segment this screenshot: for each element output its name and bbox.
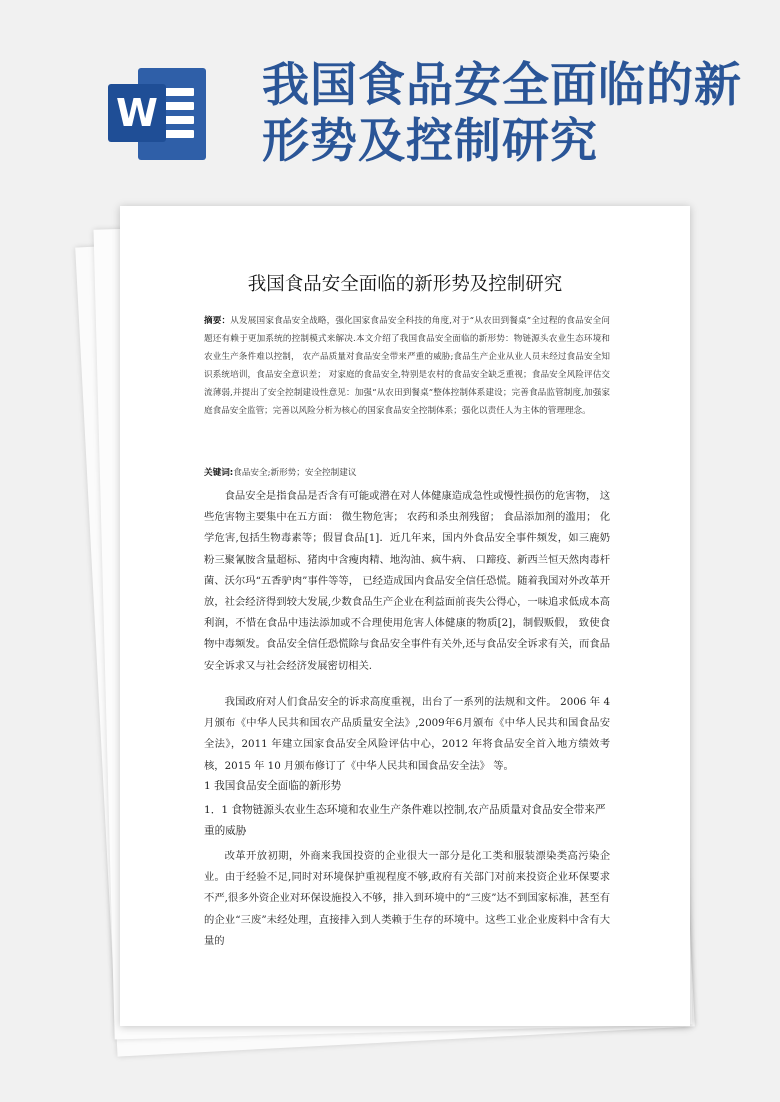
body-paragraph-3-block xyxy=(204,846,610,952)
keywords-block xyxy=(204,466,610,480)
abstract-label: 摘要： xyxy=(204,316,231,326)
section-heading-1: 1 我国食品安全面临的新形势 xyxy=(204,780,342,792)
document-title: 我国食品安全面临的新形势及控制研究 xyxy=(247,274,563,295)
banner-title: 我国食品安全面临的新形势及控制研究 xyxy=(262,58,742,169)
section-heading-1-1: 1．1 食物链源头农业生态环境和农业生产条件难以控制,农产品质量对食品安全带来严重的威胁 xyxy=(204,804,606,837)
word-document-icon xyxy=(108,66,206,162)
header-banner xyxy=(0,0,780,190)
body-paragraph-2-block xyxy=(204,692,610,777)
abstract-block xyxy=(204,312,610,420)
body-paragraph: 食品安全是指食品是否含有可能或潜在对人体健康造成急性或慢性损伤的危害物， 这些危害物主要集中在五方面： 微生物危害； 农药和杀虫剂残留； 食品添加剂的滥用； 化学危害,包括生物毒素等；假冒食品[1]．近几年来，国内外食品安全事件频发，如三鹿奶粉三聚氰胺含量超标、猪肉中含瘦肉精、地沟油、疯牛病、 口蹄疫、新西兰恒天然肉毒杆菌、沃尔玛“五香驴肉”事件等等， 已经造成国内食品安全信任恐慌。随着我国对外改革开放，社会经济得到较大发展,少数食品生产企业在利益面前丧失公得心，一味追求低成本高利润，不惜在食品中违法添加或不合理使用危害人体健康的物质[2]，制假贩假， 致使食物中毒频发。食品安全信任恐慌除与食品安全事件有关外,还与食品安全诉求有关，而食品安全诉求又与社会经济发展密切相关. xyxy=(204,490,610,672)
keywords-label: 关键词: xyxy=(204,468,234,478)
document-page xyxy=(120,206,690,1026)
abstract-text: 从发展国家食品安全战略，强化国家食品安全科技的角度,对于“从农田到餐桌”全过程的食品安全问题还有赖于更加系统的控制模式来解决.本文介绍了我国食品安全面临的新形势：物链源头农业生态环境和农业生产条件难以控制， 农产品质量对食品安全带来严重的威胁;食品生产企业从业人员未经过食品安全知识系统培训，食品安全意识差； 对家庭的食品安全,特别是农村的食品安全缺乏重视；食品安全风险评估交流薄弱,并提出了安全控制建设性意见：加强“从农田到餐桌”整体控制体系建设；完善食品监管制度,加强家庭食品安全监管；完善以风险分析为核心的国家食品安全控制体系；强化以责任人为主体的管理理念。 xyxy=(204,316,610,416)
word-icon-badge: W xyxy=(108,84,166,142)
body-paragraph: 我国政府对人们食品安全的诉求高度重视，出台了一系列的法规和文件。 2006 年 4 月颁布《中华人民共和国农产品质量安全法》,2009年6月颁布《中华人民共和国食品安全法》，2011 年建立国家食品安全风险评估中心，2012 年将食品安全首入地方绩效考核，2015 年 10 月颁布修订了《中华人民共和国食品安全法》 等。 xyxy=(204,696,610,772)
body-paragraph: 改革开放初期，外商来我国投资的企业很大一部分是化工类和服装漂染类高污染企业。由于经验不足,同时对环境保护重视程度不够,政府有关部门对前来投资企业环保要求不严,很多外资企业对环保设施投入不够，排入到环境中的“三废”达不到国家标准，甚至有的企业“三废”未经处理，直接排入到人类赖于生存的环境中。这些工业企业废料中含有大量的 xyxy=(204,850,610,947)
keywords-text: 食品安全;新形势；安全控制建议 xyxy=(233,468,357,478)
body-paragraph-1-block xyxy=(204,486,610,677)
